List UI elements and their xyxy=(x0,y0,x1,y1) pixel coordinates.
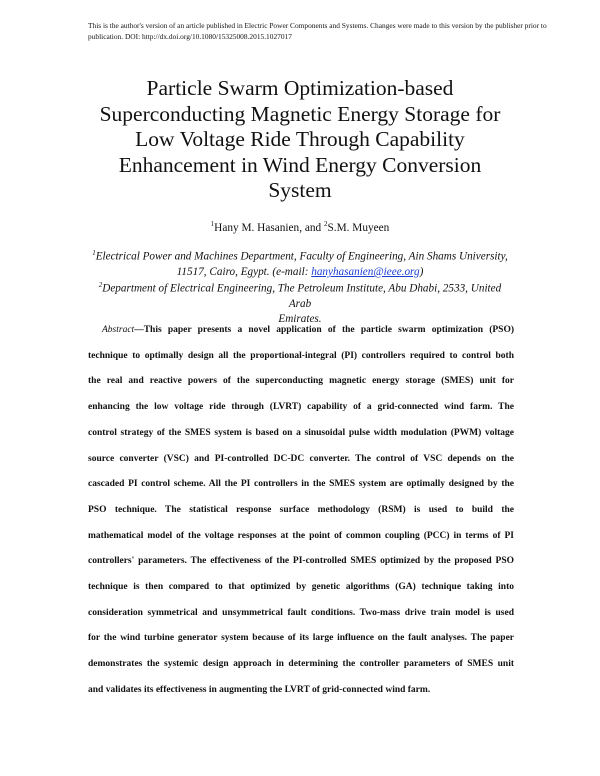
abstract-line xyxy=(88,652,514,678)
title-line: Enhancement in Wind Energy Conversion xyxy=(118,152,482,177)
aff-sup: 1 xyxy=(92,249,96,257)
title-line: System xyxy=(268,178,332,202)
abstract-line xyxy=(88,549,514,575)
email-link[interactable]: hanyhasanien@ieee.org xyxy=(311,265,420,278)
abstract-line xyxy=(88,344,514,370)
abstract-text: enhancing the low voltage ride through (LVRT) capability of a grid-connected wind farm. The xyxy=(88,402,514,413)
publisher-notice xyxy=(88,20,600,42)
aff-text: Electrical Power and Machines Department, Faculty of Engineering, Ain Shams University, xyxy=(95,250,508,263)
abstract-line xyxy=(88,524,514,550)
abstract-text: PSO technique. The statistical response surface methodology (RSM) is used to build the xyxy=(88,504,514,515)
affiliation-1 xyxy=(90,246,510,280)
paper-title xyxy=(60,76,540,204)
abstract-text: control strategy of the SMES system is based on a sinusoidal pulse width modulation (PWM) voltage xyxy=(88,427,514,438)
abstract-text: consideration symmetrical and unsymmetrical fault conditions. Two-mass drive train model is used xyxy=(88,607,514,618)
abstract-line xyxy=(88,626,514,652)
abstract-line xyxy=(88,447,514,473)
abstract-text: —This paper presents a novel application of the particle swarm optimization (PSO) xyxy=(134,325,514,335)
abstract-text: demonstrates the systemic design approach in determining the controller parameters of SMES unit xyxy=(88,659,514,670)
aff-sup: 2 xyxy=(98,281,103,289)
aff-text: Emirates. xyxy=(278,312,322,325)
abstract xyxy=(88,318,514,704)
abstract-line xyxy=(88,421,514,447)
authors xyxy=(0,220,600,234)
title-line: Particle Swarm Optimization-based xyxy=(146,76,454,100)
notice-line-2: publication. DOI: http://dx.doi.org/10.1080/15325008.2015.1027017 xyxy=(88,32,292,41)
aff-text: 11517, Cairo, Egypt. (e-mail: xyxy=(176,265,312,278)
abstract-line xyxy=(88,678,514,704)
abstract-line xyxy=(88,395,514,421)
abstract-text: and validates its effectiveness in augmenting the LVRT of grid-connected wind farm. xyxy=(88,684,431,695)
title-line: Low Voltage Ride Through Capability xyxy=(135,127,465,151)
abstract-text: technique is then compared to that optimized by genetic algorithms (GA) technique taking into xyxy=(88,582,514,593)
notice-line-1: This is the author's version of an article published in Electric Power Components and Systems. Changes were made to this version by the publisher prior to xyxy=(88,21,547,30)
abstract-line xyxy=(88,498,514,524)
abstract-line xyxy=(88,472,514,498)
author-2: S.M. Muyeen xyxy=(327,221,390,234)
abstract-text: controllers' parameters. The effectiveness of the PI-controlled SMES optimized by the proposed PSO xyxy=(88,556,514,567)
aff-text: ) xyxy=(419,265,424,278)
author-1: Hany M. Hasanien, and xyxy=(214,221,324,234)
abstract-line xyxy=(88,369,514,395)
author-sup: 2 xyxy=(323,220,328,228)
abstract-label: Abstract xyxy=(102,325,135,335)
abstract-line xyxy=(88,601,514,627)
title-line: Superconducting Magnetic Energy Storage for xyxy=(99,101,501,126)
abstract-text: cascaded PI control scheme. All the PI controllers in the SMES system are optimally designed by the xyxy=(88,479,514,490)
abstract-line xyxy=(88,318,514,344)
abstract-line xyxy=(88,575,514,601)
author-sup: 1 xyxy=(210,220,215,228)
abstract-text: source converter (VSC) and PI-controlled DC-DC converter. The control of VSC depends on the xyxy=(88,453,514,464)
abstract-text: for the wind turbine generator system because of its large influence on the fault analyses. The paper xyxy=(88,633,514,644)
abstract-text: technique to optimally design all the proportional-integral (PI) controllers required to control both xyxy=(88,350,514,361)
aff-text: Department of Electrical Engineering, The Petroleum Institute, Abu Dhabi, 2533, United Arab xyxy=(102,282,502,310)
abstract-text: mathematical model of the voltage responses at the point of common coupling (PCC) in terms of PI xyxy=(88,530,514,541)
abstract-text: the real and reactive powers of the superconducting magnetic energy storage (SMES) unit for xyxy=(88,376,514,387)
